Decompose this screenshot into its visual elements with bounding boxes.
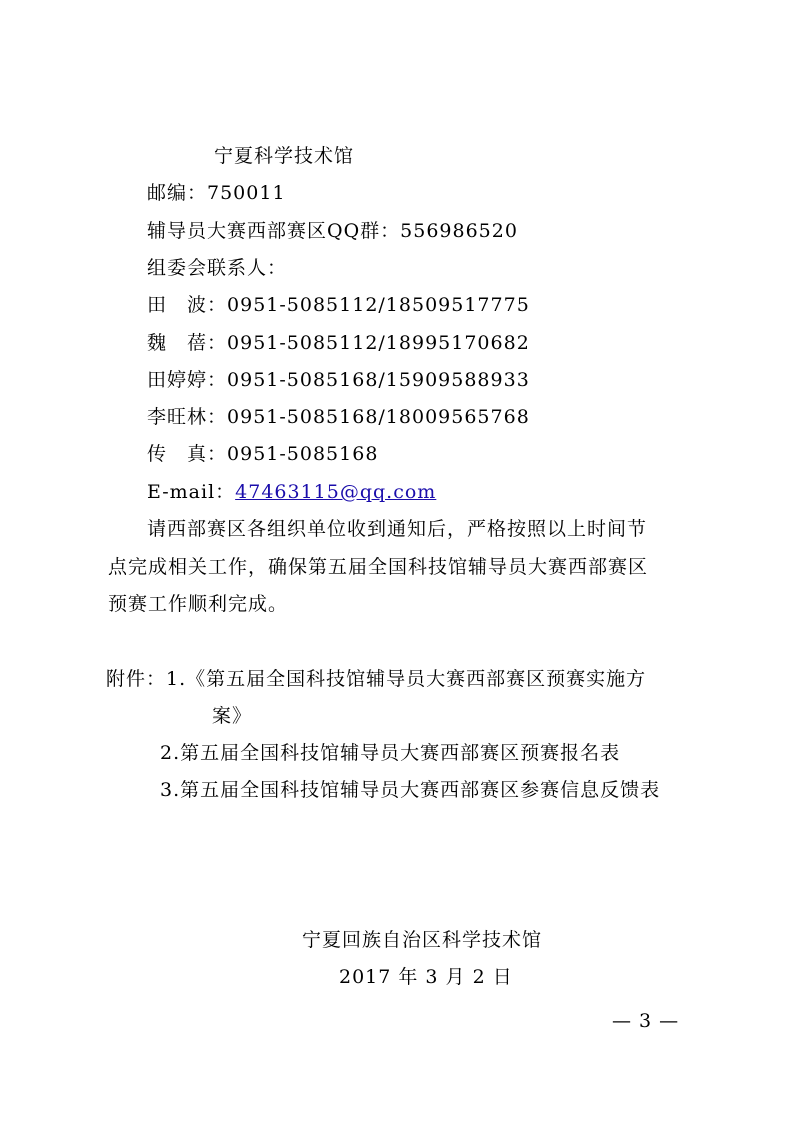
contact-row	[147, 330, 530, 356]
signature-org: 宁夏回族自治区科学技术馆	[302, 929, 543, 951]
email-row	[147, 479, 436, 505]
paragraph-line: 预赛工作顺利完成。	[108, 593, 289, 615]
postal-code: 邮编：750011	[147, 182, 286, 204]
qq-group: 辅导员大赛西部赛区QQ群：556986520	[147, 220, 518, 242]
contact-phone: 0951-5085168/18009565768	[227, 406, 530, 428]
page-number: — 3 —	[612, 1010, 680, 1032]
contact-name: 魏 蓓：	[147, 332, 228, 354]
contact-row	[147, 404, 530, 430]
attachment-item-3: 3.第五届全国科技馆辅导员大赛西部赛区参赛信息反馈表	[160, 779, 661, 801]
contact-name: 李旺林：	[147, 406, 228, 428]
contact-row	[147, 292, 530, 318]
committee-label: 组委会联系人：	[147, 257, 288, 279]
fax-number: 0951-5085168	[227, 443, 379, 465]
fax-row	[147, 441, 378, 467]
paragraph-line: 点完成相关工作，确保第五届全国科技馆辅导员大赛西部赛区	[108, 556, 649, 578]
contact-name: 田婷婷：	[147, 369, 228, 391]
email-link[interactable]: 47463115@qq.com	[235, 481, 437, 503]
contact-phone: 0951-5085112/18509517775	[227, 294, 530, 316]
attachment-item-1-cont: 案》	[212, 705, 253, 727]
contact-phone: 0951-5085112/18995170682	[227, 332, 530, 354]
contact-phone: 0951-5085168/15909588933	[227, 369, 530, 391]
contact-row	[147, 367, 530, 393]
contact-name: 田 波：	[147, 294, 228, 316]
attachment-item-1: 附件：1.《第五届全国科技馆辅导员大赛西部赛区预赛实施方	[106, 668, 647, 690]
paragraph-line: 请西部赛区各组织单位收到通知后，严格按照以上时间节	[147, 518, 648, 540]
contact-org: 宁夏科学技术馆	[214, 145, 355, 167]
email-label: E-mail：	[147, 481, 236, 503]
fax-label: 传 真：	[147, 443, 228, 465]
attachment-item-2: 2.第五届全国科技馆辅导员大赛西部赛区预赛报名表	[160, 742, 621, 764]
signature-date: 2017 年 3 月 2 日	[339, 966, 513, 988]
